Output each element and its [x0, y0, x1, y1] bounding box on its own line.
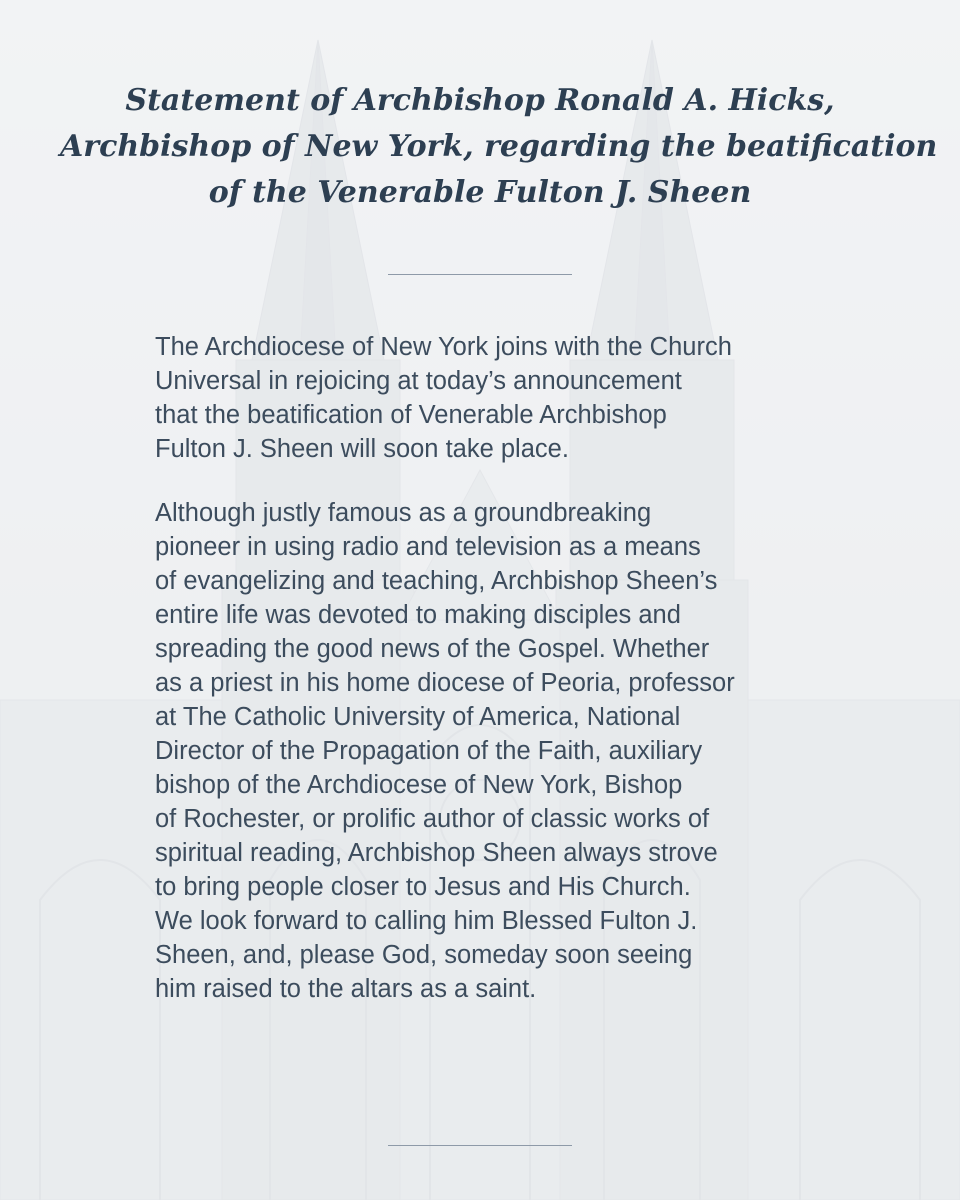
body-line: bishop of the Archdiocese of New York, Bishop: [155, 771, 683, 799]
body-line: Director of the Propagation of the Faith, auxiliary: [155, 737, 703, 765]
body-line: The Archdiocese of New York joins with the Church: [155, 333, 732, 361]
body-line: spiritual reading, Archbishop Sheen always strove: [155, 839, 718, 867]
top-divider: [388, 274, 572, 275]
body-line: of Rochester, or prolific author of classic works of: [155, 805, 710, 833]
body-line: to bring people closer to Jesus and His Church.: [155, 873, 691, 901]
body-line: pioneer in using radio and television as a means: [155, 533, 701, 561]
statement-title: [60, 78, 938, 216]
body-line: Although justly famous as a groundbreaking: [155, 499, 652, 527]
title-line: Archbishop of New York, regarding the beatification: [60, 129, 938, 164]
body-line: spreading the good news of the Gospel. Whether: [155, 635, 710, 663]
body-line: Sheen, and, please God, someday soon seeing: [155, 941, 693, 969]
body-line: of evangelizing and teaching, Archbishop Sheen’s: [155, 567, 718, 595]
body-line: Universal in rejoicing at today’s announcement: [155, 367, 682, 395]
body-line: Fulton J. Sheen will soon take place.: [155, 435, 569, 463]
title-line: Statement of Archbishop Ronald A. Hicks,: [125, 83, 835, 118]
body-line: as a priest in his home diocese of Peoria, professor: [155, 669, 735, 697]
body-line: entire life was devoted to making disciples and: [155, 601, 681, 629]
paragraph-2: [155, 496, 835, 1006]
statement-body: [155, 330, 835, 1006]
bottom-divider: [388, 1145, 572, 1146]
body-line: that the beatification of Venerable Archbishop: [155, 401, 667, 429]
paragraph-1: [155, 330, 835, 466]
title-line: of the Venerable Fulton J. Sheen: [208, 175, 752, 210]
body-line: at The Catholic University of America, National: [155, 703, 681, 731]
body-line: We look forward to calling him Blessed Fulton J.: [155, 907, 698, 935]
body-line: him raised to the altars as a saint.: [155, 975, 537, 1003]
